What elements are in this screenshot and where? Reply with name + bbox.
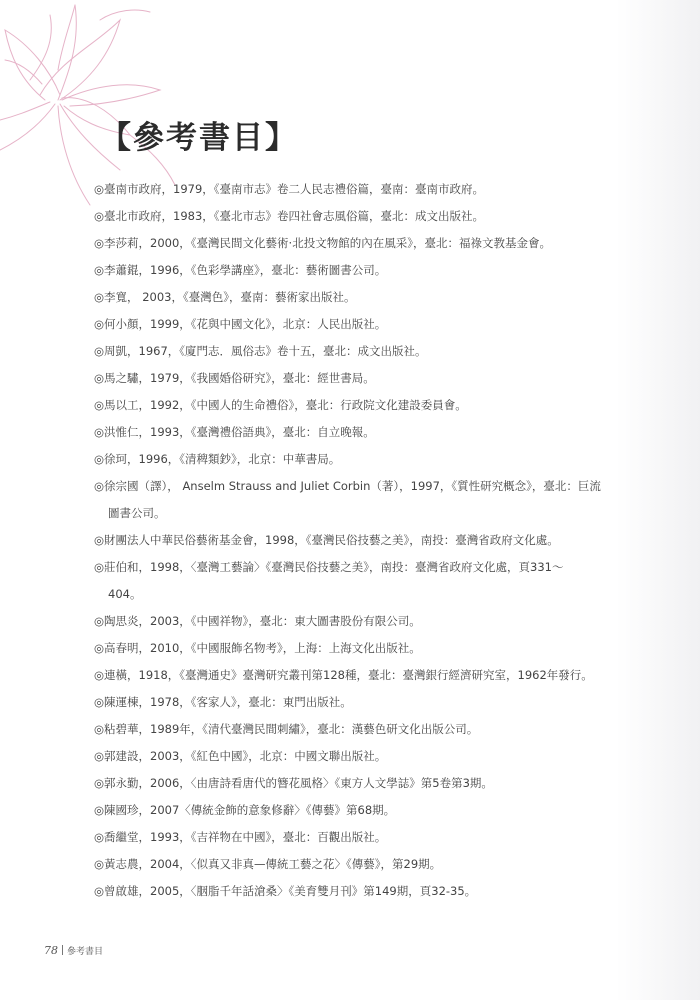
- reference-entry: [94, 689, 654, 716]
- reference-text: ◎郭永勤，2006，〈由唐詩看唐代的簪花風格〉《東方人文學誌》第5卷第3期。: [94, 776, 493, 790]
- reference-entry: [94, 824, 654, 851]
- footer-divider: [62, 945, 63, 955]
- reference-entry: [94, 608, 654, 635]
- reference-text: ◎曾啟雄，2005，〈胭脂千年話滄桑〉《美育雙月刊》第149期，頁32-35。: [94, 884, 477, 898]
- reference-text: ◎李蕭錕，1996，《色彩學講座》，臺北：藝術圖書公司。: [94, 263, 387, 277]
- reference-entry: [94, 365, 654, 392]
- reference-entry: [94, 743, 654, 770]
- reference-text: ◎高春明，2010，《中國服飾名物考》，上海：上海文化出版社。: [94, 641, 421, 655]
- reference-text: ◎黃志農，2004，〈似真又非真—傳統工藝之花〉《傳藝》，第29期。: [94, 857, 442, 871]
- reference-entry: [94, 419, 654, 446]
- reference-entry: [94, 716, 654, 743]
- reference-text: ◎馬之驌，1979，《我國婚俗研究》，臺北：經世書局。: [94, 371, 375, 385]
- page-footer: [44, 944, 103, 957]
- reference-text: ◎臺南市政府，1979，《臺南市志》卷二人民志禮俗篇，臺南：臺南市政府。: [94, 182, 485, 196]
- reference-entry: [94, 770, 654, 797]
- page-number: 78: [44, 944, 58, 957]
- reference-text: ◎喬繼堂，1993，《吉祥物在中國》，臺北：百觀出版社。: [94, 830, 387, 844]
- reference-text: ◎陶思炎，2003，《中國祥物》，臺北：東大圖書股份有限公司。: [94, 614, 421, 628]
- footer-section-label: 參考書目: [67, 947, 104, 957]
- reference-entry: [94, 446, 654, 473]
- reference-text: ◎李寬， 2003，《臺灣色》，臺南：藝術家出版社。: [94, 290, 356, 304]
- reference-text: ◎粘碧華，1989年，《清代臺灣民間刺繡》，臺北：漢藝色研文化出版公司。: [94, 722, 479, 736]
- reference-entry: [94, 662, 654, 689]
- reference-text: ◎李莎莉，2000，《臺灣民間文化藝術‧北投文物館的內在風采》，臺北：福祿文教基金會。: [94, 236, 551, 250]
- reference-entry: [94, 230, 654, 257]
- reference-entry: [94, 203, 654, 230]
- reference-entry: [94, 338, 654, 365]
- reference-text: ◎財團法人中華民俗藝術基金會，1998，《臺灣民俗技藝之美》，南投：臺灣省政府文化處。: [94, 533, 559, 547]
- reference-entry: [94, 635, 654, 662]
- reference-text: ◎臺北市政府，1983，《臺北市志》卷四社會志風俗篇，臺北：成文出版社。: [94, 209, 485, 223]
- reference-entry: [94, 473, 654, 527]
- reference-entry: [94, 554, 654, 608]
- reference-text: ◎何小顏，1999，《花與中國文化》，北京：人民出版社。: [94, 317, 387, 331]
- reference-entry: [94, 284, 654, 311]
- reference-continuation: 圖書公司。: [108, 506, 166, 520]
- reference-text: ◎徐珂，1996，《清稗類鈔》，北京：中華書局。: [94, 452, 341, 466]
- reference-entry: [94, 176, 654, 203]
- reference-entry: [94, 878, 654, 905]
- reference-entry: [94, 797, 654, 824]
- reference-text: ◎馬以工，1992，《中國人的生命禮俗》，臺北：行政院文化建設委員會。: [94, 398, 467, 412]
- reference-list: [94, 176, 654, 905]
- page-title: 【參考書目】: [100, 120, 298, 156]
- reference-entry: [94, 257, 654, 284]
- reference-entry: [94, 851, 654, 878]
- reference-text: ◎洪惟仁，1993，《臺灣禮俗語典》，臺北：自立晚報。: [94, 425, 375, 439]
- reference-text: ◎陳運棟，1978，《客家人》，臺北：東門出版社。: [94, 695, 352, 709]
- reference-text: ◎連橫，1918，《臺灣通史》臺灣研究叢刊第128種，臺北：臺灣銀行經濟研究室，1962年發行。: [94, 668, 593, 682]
- reference-text: ◎徐宗國（譯）， Anselm Strauss and Juliet Corbin（著），1997，《質性研究概念》，臺北：巨流: [94, 479, 601, 493]
- reference-entry: [94, 311, 654, 338]
- reference-entry: [94, 527, 654, 554]
- reference-continuation: 404。: [108, 587, 142, 601]
- reference-text: ◎莊伯和，1998，〈臺灣工藝論〉《臺灣民俗技藝之美》，南投：臺灣省政府文化處，頁331～: [94, 560, 564, 574]
- reference-text: ◎陳國珍，2007〈傳統金飾的意象修辭〉《傳藝》第68期。: [94, 803, 396, 817]
- reference-text: ◎郭建設，2003，《紅色中國》，北京：中國文聯出版社。: [94, 749, 387, 763]
- reference-text: ◎周凱，1967，《廈門志．風俗志》卷十五，臺北：成文出版社。: [94, 344, 427, 358]
- reference-entry: [94, 392, 654, 419]
